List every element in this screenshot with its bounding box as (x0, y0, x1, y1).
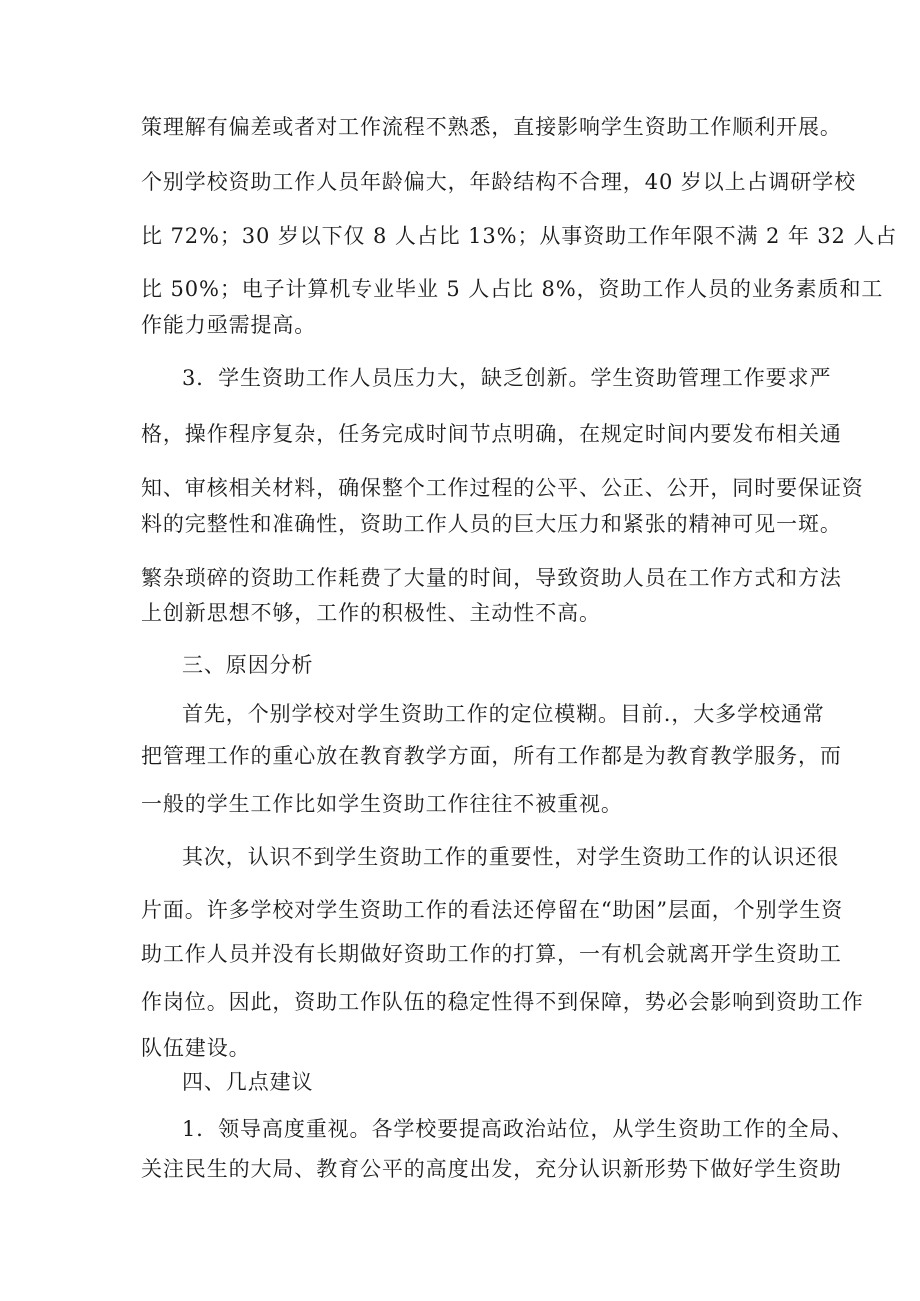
body-text-line: 繁杂琐碎的资助工作耗费了大量的时间，导致资助人员在工作方式和方法 (141, 566, 842, 590)
body-text-line: 比 72%；30 岁以下仅 8 人占比 13%；从事资助工作年限不满 2 年 32 人占 (141, 224, 898, 248)
body-text-line: 助工作人员并没有长期做好资助工作的打算，一有机会就离开学生资助工 (141, 942, 842, 966)
body-text-line: 知、审核相关材料，确保整个工作过程的公平、公正、公开，同时要保证资 (141, 476, 864, 500)
body-text-line: 上创新思想不够，工作的积极性、主动性不高。 (141, 601, 601, 625)
body-text-line: 片面。许多学校对学生资助工作的看法还停留在“助困”层面，个别学生资 (141, 898, 844, 922)
body-text-line: 作能力亟需提高。 (141, 313, 317, 337)
body-text-line: 料的完整性和准确性，资助工作人员的巨大压力和紧张的精神可见一斑。 (141, 512, 842, 536)
section-heading-3: 三、原因分析 (182, 653, 314, 677)
body-text-line: 一般的学生工作比如学生资助工作往往不被重视。 (141, 792, 623, 816)
body-text-line: 关注民生的大局、教育公平的高度出发，充分认识新形势下做好学生资助 (141, 1157, 842, 1181)
numbered-paragraph-3: 3．学生资助工作人员压力大，缺乏创新。学生资助管理工作要求严 (182, 366, 832, 390)
section-heading-4: 四、几点建议 (182, 1070, 314, 1094)
body-text-line: 队伍建设。 (141, 1036, 251, 1060)
numbered-paragraph-1: 1．领导高度重视。各学校要提高政治站位，从学生资助工作的全局、 (182, 1117, 854, 1141)
body-text-line: 个别学校资助工作人员年龄偏大，年龄结构不合理，40 岁以上占调研学校 (141, 170, 856, 194)
body-text-line: 首先，个别学校对学生资助工作的定位模糊。目前.，大多学校通常 (182, 702, 825, 726)
body-text-line: 策理解有偏差或者对工作流程不熟悉，直接影响学生资助工作顺利开展。 (141, 115, 842, 139)
body-text-line: 其次，认识不到学生资助工作的重要性，对学生资助工作的认识还很 (182, 845, 839, 869)
body-text-line: 作岗位。因此，资助工作队伍的稳定性得不到保障，势必会影响到资助工作 (141, 990, 864, 1014)
body-text-line: 把管理工作的重心放在教育教学方面，所有工作都是为教育教学服务，而 (141, 744, 842, 768)
body-text-line: 比 50%；电子计算机专业毕业 5 人占比 8%，资助工作人员的业务素质和工 (141, 277, 884, 301)
body-text-line: 格，操作程序复杂，任务完成时间节点明确，在规定时间内要发布相关通 (141, 422, 842, 446)
